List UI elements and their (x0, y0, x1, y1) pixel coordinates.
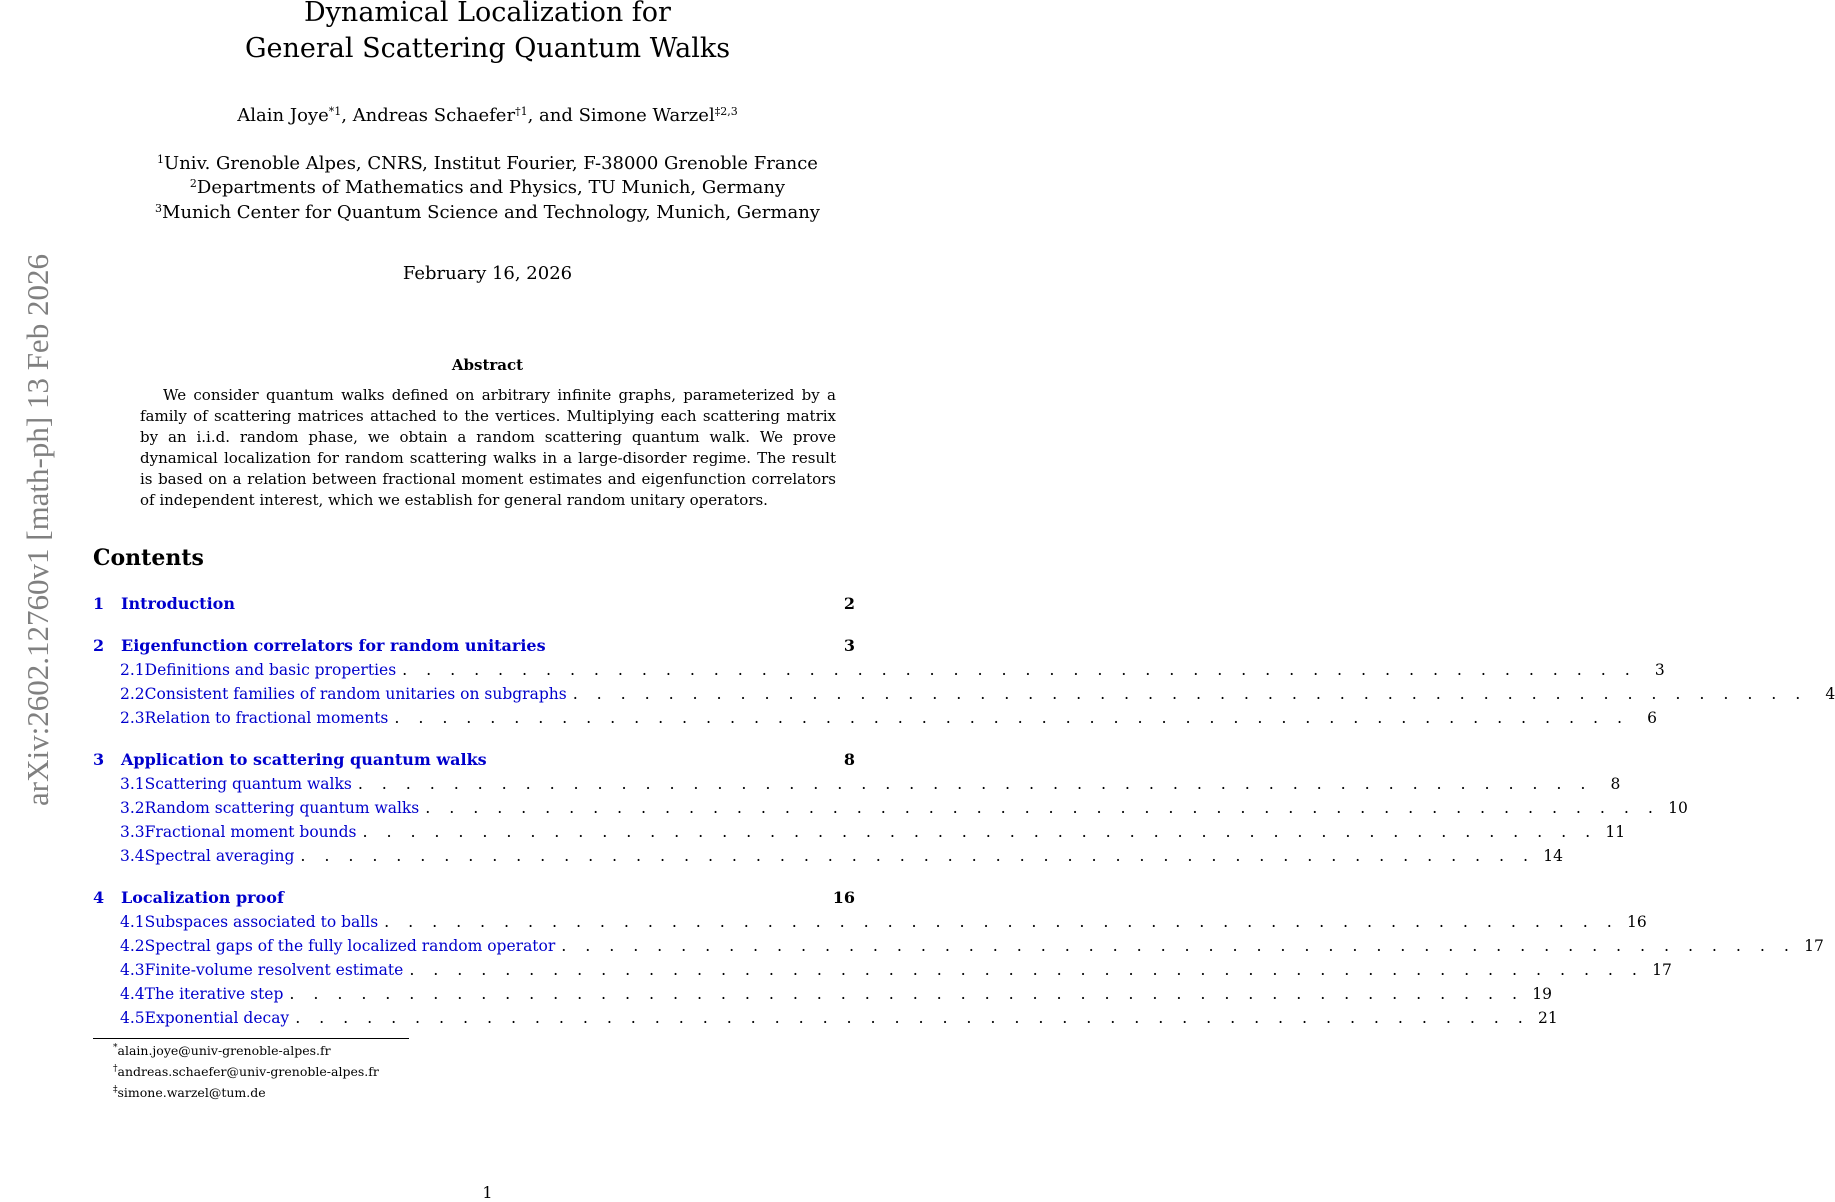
toc-page: 14 (1543, 847, 1563, 865)
toc-number: 3 (93, 750, 105, 769)
toc-leader: . . . . . . . . . . . . . . . . . . . . . . . . . . . . . . . . . . . . . . . . . . . . . . . . . . . . (572, 684, 1808, 703)
toc-subsection[interactable] (93, 684, 1835, 703)
affiliation-text: Departments of Mathematics and Physics, TU Munich, Germany (196, 177, 786, 198)
toc-section[interactable] (93, 594, 855, 613)
toc-page: 8 (1610, 775, 1621, 793)
toc-title: Exponential decay (144, 1009, 290, 1027)
toc-number: 3.1 (120, 775, 145, 793)
toc-number: 2.1 (120, 661, 145, 679)
contents-heading: Contents (93, 545, 204, 571)
toc-page: 16 (832, 888, 855, 907)
toc-number: 2 (93, 636, 105, 655)
toc-title: Random scattering quantum walks (144, 799, 420, 817)
toc-title: Eigenfunction correlators for random unitaries (121, 636, 546, 655)
toc-subsection[interactable] (93, 846, 1563, 865)
toc-title: Spectral averaging (144, 847, 295, 865)
toc-title: The iterative step (144, 985, 284, 1003)
abstract-text: We consider quantum walks defined on arbitrary infinite graphs, parameterized by a family of scattering matrices attached to the vertices. Multiplying each scattering matrix by an i.i.d. random phase, we obtain a random scattering quantum walk. We prove dynamical localization for random scattering walks in a large-disorder regime. The result is based on a relation between fractional moment estimates and eigenfunction correlators of independent interest, which we establish for general random unitary operators. (140, 386, 836, 509)
toc-subsection[interactable] (93, 960, 1672, 979)
toc-page: 8 (843, 750, 855, 769)
toc-title: Application to scattering quantum walks (121, 750, 487, 769)
abstract-heading: Abstract (451, 356, 524, 374)
toc-title: Introduction (121, 594, 235, 613)
toc-subsection[interactable] (93, 984, 1552, 1003)
toc-subsection[interactable] (93, 912, 1647, 931)
affiliation-number: 1 (157, 153, 165, 166)
toc-page: 3 (843, 636, 855, 655)
toc-number: 3.3 (120, 823, 145, 841)
toc-title: Fractional moment bounds (144, 823, 357, 841)
toc-number: 4 (93, 888, 105, 907)
footnote (113, 1085, 266, 1100)
footnote-email: alain.joye@univ-grenoble-alpes.fr (117, 1043, 331, 1058)
paper-title-line-1: Dynamical Localization for (304, 0, 671, 28)
footnote-rule (93, 1038, 409, 1039)
toc-page: 3 (1654, 661, 1665, 679)
arxiv-identifier: arXiv:2602.12760v1 [math-ph] 13 Feb 2026 (20, 254, 55, 806)
toc-subsection[interactable] (93, 774, 1621, 793)
toc-title: Relation to fractional moments (144, 709, 389, 727)
toc-subsection[interactable] (93, 798, 1688, 817)
toc-title: Scattering quantum walks (144, 775, 352, 793)
toc-title: Localization proof (121, 888, 284, 907)
toc-number: 3.2 (120, 799, 145, 817)
toc-leader: . . . . . . . . . . . . . . . . . . . . . . . . . . . . . . . . . . . . . . . . . . . . . . . . . . . . (362, 822, 1598, 841)
paper-date: February 16, 2026 (402, 263, 573, 284)
toc-page: 21 (1538, 1009, 1558, 1027)
affiliation-text: Univ. Grenoble Alpes, CNRS, Institut Fourier, F-38000 Grenoble France (164, 153, 818, 174)
toc-page: 6 (1647, 709, 1657, 727)
toc-leader: . . . . . . . . . . . . . . . . . . . . . . . . . . . . . . . . . . . . . . . . . . . . . . . . . . . . (295, 1008, 1530, 1027)
toc-subsection[interactable] (93, 708, 1657, 727)
footnote-mark: * (113, 1043, 118, 1053)
toc-page: 4 (1825, 685, 1835, 703)
author-name: Alain Joye (237, 105, 329, 126)
toc-number: 2.3 (120, 709, 145, 727)
author-list (0, 105, 975, 126)
toc-subsection[interactable] (93, 822, 1626, 841)
author-mark: †1 (515, 105, 528, 118)
toc-title: Consistent families of random unitaries on subgraphs (144, 685, 567, 703)
toc-title: Spectral gaps of the fully localized random operator (144, 937, 556, 955)
toc-leader: . . . . . . . . . . . . . . . . . . . . . . . . . . . . . . . . . . . . . . . . . . . . . . . . . . . . (357, 774, 1593, 793)
author-name: Andreas Schaefer (352, 105, 516, 126)
footnote (113, 1043, 331, 1058)
toc-title: Subspaces associated to balls (144, 913, 379, 931)
toc-page: 2 (843, 594, 855, 613)
affiliation-number: 2 (189, 177, 197, 190)
toc-page: 17 (1652, 961, 1672, 979)
toc-number: 4.1 (120, 913, 145, 931)
footnote-mark: ‡ (113, 1085, 118, 1095)
paper-title-line-2: General Scattering Quantum Walks (244, 33, 731, 64)
toc-number: 4.2 (120, 937, 145, 955)
toc-page: 16 (1627, 913, 1647, 931)
toc-leader: . . . . . . . . . . . . . . . . . . . . . . . . . . . . . . . . . . . . . . . . . . . . . . . . . . . . (402, 660, 1637, 679)
footnote-email: simone.warzel@tum.de (117, 1085, 266, 1100)
toc-section[interactable] (93, 888, 855, 907)
toc-number: 1 (93, 594, 105, 613)
footnote (113, 1064, 379, 1079)
toc-number: 3.4 (120, 847, 145, 865)
toc-section[interactable] (93, 636, 855, 655)
toc-leader: . . . . . . . . . . . . . . . . . . . . . . . . . . . . . . . . . . . . . . . . . . . . . . . . . . . . (425, 798, 1660, 817)
affiliation-number: 3 (155, 202, 163, 215)
toc-number: 4.4 (120, 985, 145, 1003)
toc-number: 2.2 (120, 685, 145, 703)
toc-leader: . . . . . . . . . . . . . . . . . . . . . . . . . . . . . . . . . . . . . . . . . . . . . . . . . . . . (409, 960, 1644, 979)
affiliation (0, 197, 975, 226)
toc-number: 4.5 (120, 1009, 145, 1027)
author-separator: , and (527, 105, 579, 126)
author-mark: *1 (328, 105, 342, 118)
page-number: 1 (482, 1183, 493, 1202)
toc-page: 19 (1532, 985, 1552, 1003)
toc-number: 4.3 (120, 961, 145, 979)
toc-section[interactable] (93, 750, 855, 769)
author-mark: ‡2,3 (714, 105, 738, 118)
toc-subsection[interactable] (93, 936, 1824, 955)
author-separator: , (341, 105, 353, 126)
footnote-mark: † (113, 1064, 118, 1074)
toc-title: Definitions and basic properties (144, 661, 397, 679)
toc-leader: . . . . . . . . . . . . . . . . . . . . . . . . . . . . . . . . . . . . . . . . . . . . . . . . . . . . (289, 984, 1524, 1003)
toc-page: 10 (1668, 799, 1688, 817)
toc-subsection[interactable] (93, 660, 1665, 679)
toc-leader: . . . . . . . . . . . . . . . . . . . . . . . . . . . . . . . . . . . . . . . . . . . . . . . . . . . . (384, 912, 1619, 931)
toc-leader: . . . . . . . . . . . . . . . . . . . . . . . . . . . . . . . . . . . . . . . . . . . . . . . . . . . . (394, 708, 1629, 727)
toc-leader: . . . . . . . . . . . . . . . . . . . . . . . . . . . . . . . . . . . . . . . . . . . . . . . . . . . . (300, 846, 1535, 865)
toc-subsection[interactable] (93, 1008, 1558, 1027)
toc-leader: . . . . . . . . . . . . . . . . . . . . . . . . . . . . . . . . . . . . . . . . . . . . . . . . . . . . (561, 936, 1796, 955)
footnote-email: andreas.schaefer@univ-grenoble-alpes.fr (117, 1064, 379, 1079)
toc-page: 17 (1804, 937, 1824, 955)
author-name: Simone Warzel (578, 105, 715, 126)
toc-page: 11 (1605, 823, 1626, 841)
toc-title: Finite-volume resolvent estimate (144, 961, 404, 979)
affiliation-text: Munich Center for Quantum Science and Technology, Munich, Germany (162, 202, 820, 223)
